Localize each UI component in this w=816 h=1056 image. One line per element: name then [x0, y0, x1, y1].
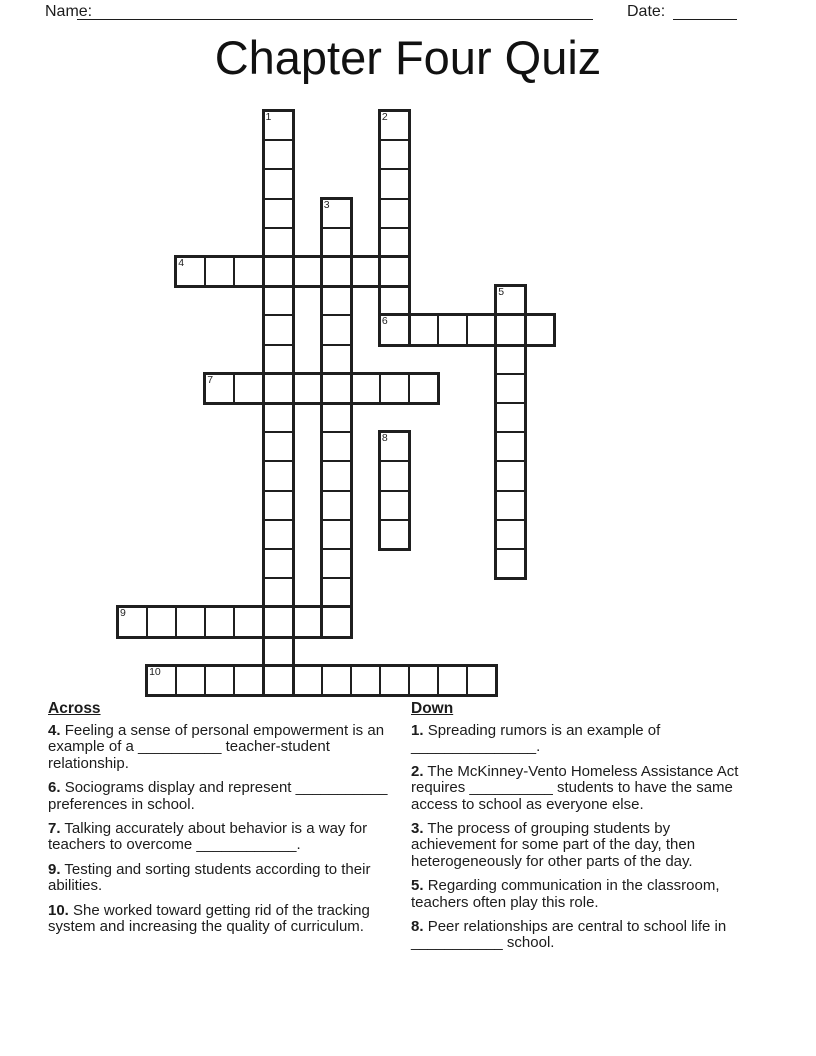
clue-number-label: 1. — [411, 722, 424, 739]
name-blank-line — [77, 19, 593, 20]
grid-number-6: 6 — [381, 315, 388, 328]
grid-cell-r11c5 — [263, 431, 294, 462]
grid-cell-r9c10 — [408, 373, 439, 404]
grid-cell-r14c13 — [495, 519, 526, 550]
grid-cell-r17c5 — [263, 606, 294, 637]
grid-number-2: 2 — [381, 111, 388, 123]
grid-cell-r9c7 — [321, 373, 352, 404]
clue-number-label: 3. — [411, 820, 424, 838]
grid-cell-r6c7 — [321, 285, 352, 316]
grid-cell-r5c7 — [321, 256, 352, 287]
grid-cell-r1c5 — [263, 139, 294, 170]
grid-cell-r19c8 — [350, 665, 381, 696]
grid-cell-r19c3 — [204, 665, 235, 696]
grid-cell-r6c9 — [379, 285, 410, 316]
name-label: Name: — [45, 3, 93, 20]
grid-cell-r5c9 — [379, 256, 410, 287]
clue-text: Testing and sorting students according to their abilities. — [48, 860, 371, 895]
grid-cell-r12c9 — [379, 460, 410, 491]
grid-cell-r4c9 — [379, 227, 410, 258]
grid-cell-r11c13 — [495, 431, 526, 462]
grid-cell-r8c7 — [321, 344, 352, 375]
grid-cell-r5c3 — [204, 256, 235, 287]
clue-down-8 — [411, 919, 756, 952]
grid-cell-r7c5 — [263, 314, 294, 345]
grid-cell-r2c9 — [379, 168, 410, 199]
grid-cell-r12c13 — [495, 460, 526, 491]
grid-cell-r9c5 — [263, 373, 294, 404]
clue-text: Spreading rumors is an example of _______________. — [411, 722, 661, 756]
grid-cell-r9c6 — [292, 373, 323, 404]
grid-cell-r7c13 — [495, 314, 526, 345]
grid-cell-r13c9 — [379, 490, 410, 521]
clue-across-4 — [48, 723, 391, 772]
clue-across-9 — [48, 862, 391, 895]
grid-cell-r10c5 — [263, 402, 294, 433]
clue-down-3 — [411, 821, 756, 870]
grid-cell-r17c7 — [321, 606, 352, 637]
grid-cell-r14c7 — [321, 519, 352, 550]
clue-across-10 — [48, 903, 391, 936]
grid-cell-r9c8 — [350, 373, 381, 404]
grid-number-1: 1 — [265, 111, 272, 123]
clue-text: Regarding communication in the classroom, teachers often play this role. — [411, 877, 720, 911]
clue-number-label: 10. — [48, 901, 69, 919]
grid-number-5: 5 — [498, 286, 505, 299]
grid-cell-r19c12 — [466, 665, 497, 696]
clue-text: Feeling a sense of personal empowerment is an example of a __________ teacher-student relationship. — [48, 722, 385, 772]
date-label: Date: — [627, 3, 666, 20]
grid-cell-r19c6 — [292, 665, 323, 696]
grid-number-7: 7 — [207, 373, 214, 386]
across-clues-section — [48, 700, 391, 943]
grid-cell-r5c4 — [233, 256, 264, 287]
grid-number-3: 3 — [323, 198, 330, 211]
grid-cell-r6c5 — [263, 285, 294, 316]
grid-cell-r7c11 — [437, 314, 468, 345]
grid-cell-r19c2 — [175, 665, 206, 696]
clue-across-7 — [48, 821, 391, 854]
clue-text: Talking accurately about behavior is a way for teachers to overcome ____________. — [48, 820, 368, 854]
grid-cell-r16c5 — [263, 577, 294, 608]
grid-cell-r11c7 — [321, 431, 352, 462]
clue-down-2 — [411, 764, 756, 813]
grid-cell-r19c10 — [408, 665, 439, 696]
grid-cell-r19c7 — [321, 665, 352, 696]
grid-cell-r5c5 — [263, 256, 294, 287]
grid-cell-r8c5 — [263, 344, 294, 375]
grid-cell-r17c2 — [175, 606, 206, 637]
grid-cell-r7c7 — [321, 314, 352, 345]
clue-number-label: 5. — [411, 877, 424, 895]
date-blank-line — [673, 19, 737, 20]
grid-cell-r2c5 — [263, 168, 294, 199]
clue-down-1 — [411, 723, 756, 756]
grid-cell-r13c13 — [495, 490, 526, 521]
grid-cell-r12c7 — [321, 460, 352, 491]
grid-cell-r15c5 — [263, 548, 294, 579]
grid-cell-r16c7 — [321, 577, 352, 608]
down-clues — [411, 723, 756, 952]
grid-cell-r3c9 — [379, 198, 410, 229]
clue-number-label: 7. — [48, 820, 61, 838]
clue-text: The McKinney-Vento Homeless Assistance Act requires __________ students to have the same access to school as everyone else. — [411, 762, 739, 813]
grid-cell-r17c1 — [146, 606, 177, 637]
clue-number-label: 4. — [48, 722, 61, 739]
clue-text: She worked toward getting rid of the tracking system and increasing the quality of curriculum. — [48, 901, 370, 936]
grid-cell-r19c9 — [379, 665, 410, 696]
across-heading: Across — [48, 700, 101, 717]
clue-number-label: 8. — [411, 918, 424, 936]
grid-cell-r10c7 — [321, 402, 352, 433]
grid-cell-r14c9 — [379, 519, 410, 550]
grid-cell-r3c5 — [263, 198, 294, 229]
down-clues-section — [411, 700, 756, 960]
across-clues — [48, 723, 391, 935]
grid-cell-r1c9 — [379, 139, 410, 170]
grid-cell-r17c4 — [233, 606, 264, 637]
grid-cell-r9c4 — [233, 373, 264, 404]
clue-number-label: 6. — [48, 779, 61, 797]
grid-cell-r9c13 — [495, 373, 526, 404]
grid-cell-r5c8 — [350, 256, 381, 287]
grid-cell-r12c5 — [263, 460, 294, 491]
grid-cell-r5c6 — [292, 256, 323, 287]
down-heading: Down — [411, 700, 454, 717]
grid-cell-r4c5 — [263, 227, 294, 258]
grid-cell-r10c13 — [495, 402, 526, 433]
clue-down-5 — [411, 878, 756, 911]
grid-number-10: 10 — [149, 665, 161, 678]
grid-cell-r7c12 — [466, 314, 497, 345]
grid-cell-r14c5 — [263, 519, 294, 550]
grid-cell-r13c5 — [263, 490, 294, 521]
grid-cell-r17c6 — [292, 606, 323, 637]
crossword-grid — [117, 110, 557, 696]
grid-cell-r9c9 — [379, 373, 410, 404]
grid-cell-r19c5 — [263, 665, 294, 696]
grid-number-4: 4 — [178, 257, 185, 269]
grid-cell-r13c7 — [321, 490, 352, 521]
grid-cell-r7c14 — [524, 314, 555, 345]
grid-cell-r17c3 — [204, 606, 235, 637]
grid-cell-r19c4 — [233, 665, 264, 696]
grid-cell-r18c5 — [263, 636, 294, 667]
grid-cell-r15c7 — [321, 548, 352, 579]
grid-cell-r8c13 — [495, 344, 526, 375]
grid-cell-r4c7 — [321, 227, 352, 258]
grid-number-9: 9 — [120, 607, 126, 620]
clue-across-6 — [48, 780, 391, 813]
clue-text: Sociograms display and represent ___________ preferences in school. — [48, 779, 388, 813]
clue-number-label: 2. — [411, 762, 424, 780]
grid-cell-r15c13 — [495, 548, 526, 579]
clue-text: Peer relationships are central to school life in ___________ school. — [411, 918, 727, 952]
clue-number-label: 9. — [48, 860, 61, 878]
grid-cell-r19c11 — [437, 665, 468, 696]
grid-number-8: 8 — [381, 432, 388, 445]
page-title: Chapter Four Quiz — [214, 31, 602, 84]
grid-cell-r7c10 — [408, 314, 439, 345]
clue-text: The process of grouping students by achievement for some part of the day, then heterogeneously for other parts of the day. — [411, 820, 696, 870]
